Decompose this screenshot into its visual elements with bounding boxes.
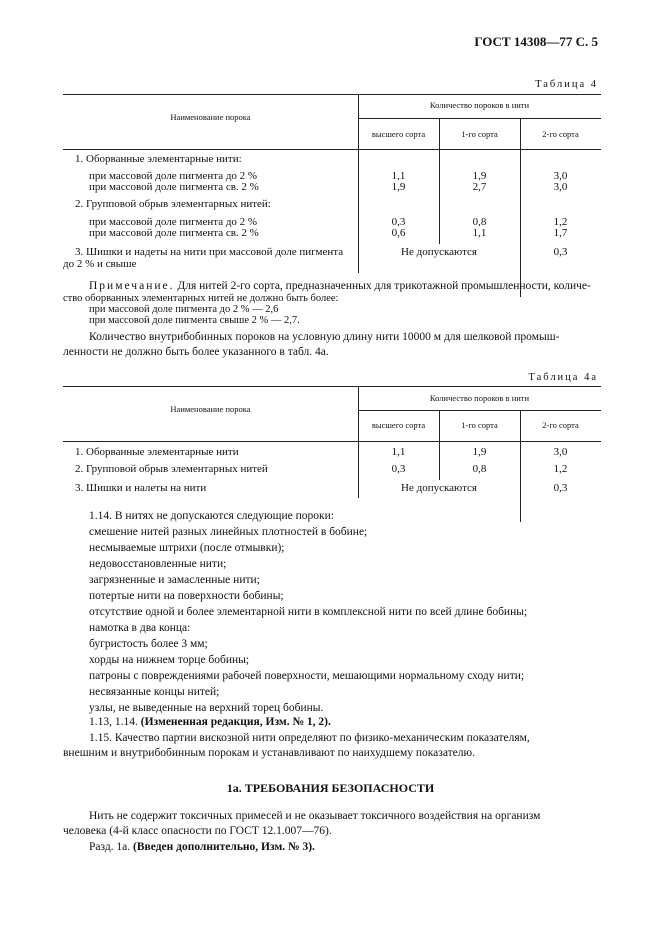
row-label: 3. Шишки и надеты на нити при массовой доле пигмента <box>75 246 344 258</box>
amendment-note <box>89 716 331 729</box>
list-item: бугристость более 3 мм; <box>89 638 208 650</box>
cell-value: 2,7 <box>472 181 487 193</box>
col-name-header: Наименование порока <box>170 112 251 122</box>
col-header: 1-го сорта <box>461 129 498 139</box>
page-header: ГОСТ 14308—77 С. 5 <box>474 34 598 49</box>
list-item: несмываемые штрихи (после отмывки); <box>89 542 285 554</box>
note-line: ство оборванных элементарных нитей не должно быть более: <box>63 293 339 304</box>
list-item: хорды на нижнем торце бобины; <box>89 654 250 666</box>
cell-value: 0,3 <box>553 482 568 494</box>
col-header: 2-го сорта <box>542 129 579 139</box>
row-label: 1. Оборванные элементарные нити <box>75 446 239 458</box>
amendment-prefix: Разд. 1а. <box>89 841 131 853</box>
list-item: смешение нитей разных линейных плотностей в бобине; <box>89 526 368 538</box>
cell-value: 1,9 <box>472 446 487 458</box>
row-label: при массовой доле пигмента св. 2 % <box>89 227 259 239</box>
note-line: при массовой доле пигмента до 2 % — 2,6 <box>89 304 279 315</box>
row-label: 1. Оборванные элементарные нити: <box>75 153 242 165</box>
list-item: несвязанные концы нитей; <box>89 686 220 698</box>
cell-value: 1,9 <box>472 170 487 182</box>
clause-114-intro: 1.14. В нитях не допускаются следующие пороки: <box>89 510 334 522</box>
cell-value: 0,8 <box>472 463 487 475</box>
row-label: 2. Групповой обрыв элементарных нитей: <box>75 198 271 210</box>
cell-value: 1,1 <box>472 227 487 239</box>
cell-value: 1,1 <box>391 170 406 182</box>
paragraph-line: ленности не должно быть более указанного в табл. 4а. <box>63 346 329 358</box>
table-4a <box>63 386 601 498</box>
amendment-prefix: 1.13, 1.14. <box>89 716 138 728</box>
amendment-note <box>89 841 315 854</box>
col-header: высшего сорта <box>371 420 426 430</box>
cell-value: 1,9 <box>391 181 406 193</box>
amendment-text: (Измененная редакция, Изм. № 1, 2). <box>140 716 331 728</box>
note-line: при массовой доле пигмента свыше 2 % — 2,7. <box>89 315 300 326</box>
cell-value: 0,3 <box>553 246 568 258</box>
clause-115-line: 1.15. Качество партии вискозной нити определяют по физико-механическим показателям, <box>89 732 530 744</box>
list-item: загрязненные и замасленные нити; <box>89 574 260 586</box>
section-heading: 1а. ТРЕБОВАНИЯ БЕЗОПАСНОСТИ <box>226 781 435 795</box>
row-label: при массовой доле пигмента до 2 % <box>89 216 258 228</box>
row-label: 2. Групповой обрыв элементарных нитей <box>75 463 268 475</box>
clause-115-line: внешним и внутрибобинным порокам и устанавливают по наихудшему показателю. <box>63 747 475 759</box>
row-label: 3. Шишки и налеты на нити <box>75 482 207 494</box>
note-text: Для нитей 2-го сорта, предназначенных для трикотажной промышленности, количе- <box>177 280 591 292</box>
table-4-caption: Таблица 4 <box>535 79 598 90</box>
cell-value: 0,3 <box>391 216 406 228</box>
table-4a-caption: Таблица 4а <box>528 372 598 383</box>
col-header: 2-го сорта <box>542 420 579 430</box>
col-name-header: Наименование порока <box>170 404 251 414</box>
cell-value: 3,0 <box>553 446 568 458</box>
list-item: намотка в два конца: <box>89 622 191 634</box>
cell-value: 0,3 <box>391 463 406 475</box>
list-item: потертые нити на поверхности бобины; <box>89 590 284 602</box>
list-item: узлы, не выведенные на верхний торец бобины. <box>89 702 324 714</box>
col-group-header: Количество пороков в нити <box>429 100 530 110</box>
section-line: Нить не содержит токсичных примесей и не оказывает токсичного воздействия на организм <box>89 810 541 822</box>
list-item: отсутствие одной и более элементарной нити в комплексной нити по всей длине бобины; <box>89 606 528 618</box>
list-item: патроны с повреждениями рабочей поверхности, мешающими нормальному сходу нити; <box>89 670 525 682</box>
col-header: высшего сорта <box>371 129 426 139</box>
cell-value: Не допускаются <box>401 246 477 258</box>
cell-value: 1,7 <box>553 227 568 239</box>
col-header: 1-го сорта <box>461 420 498 430</box>
table-4 <box>63 94 601 273</box>
cell-value: 3,0 <box>553 170 568 182</box>
note-title: Примечание. <box>89 280 175 292</box>
cell-value: 1,1 <box>391 446 406 458</box>
list-item: недовосстановленные нити; <box>89 558 227 570</box>
col-group-header: Количество пороков в нити <box>429 393 530 403</box>
cell-value: 1,2 <box>553 216 568 228</box>
cell-value: 0,8 <box>472 216 487 228</box>
cell-value: Не допускаются <box>401 482 477 494</box>
paragraph-line: Количество внутрибобинных пороков на условную длину нити 10000 м для шелковой промыш- <box>89 331 560 343</box>
row-label: при массовой доле пигмента св. 2 % <box>89 181 259 193</box>
amendment-text: (Введен дополнительно, Изм. № 3). <box>133 841 315 853</box>
cell-value: 1,2 <box>553 463 568 475</box>
cell-value: 3,0 <box>553 181 568 193</box>
row-label: при массовой доле пигмента до 2 % <box>89 170 258 182</box>
row-label: до 2 % и свыше <box>63 258 137 270</box>
section-line: человека (4-й класс опасности по ГОСТ 12.1.007—76). <box>63 825 332 837</box>
cell-value: 0,6 <box>391 227 406 239</box>
